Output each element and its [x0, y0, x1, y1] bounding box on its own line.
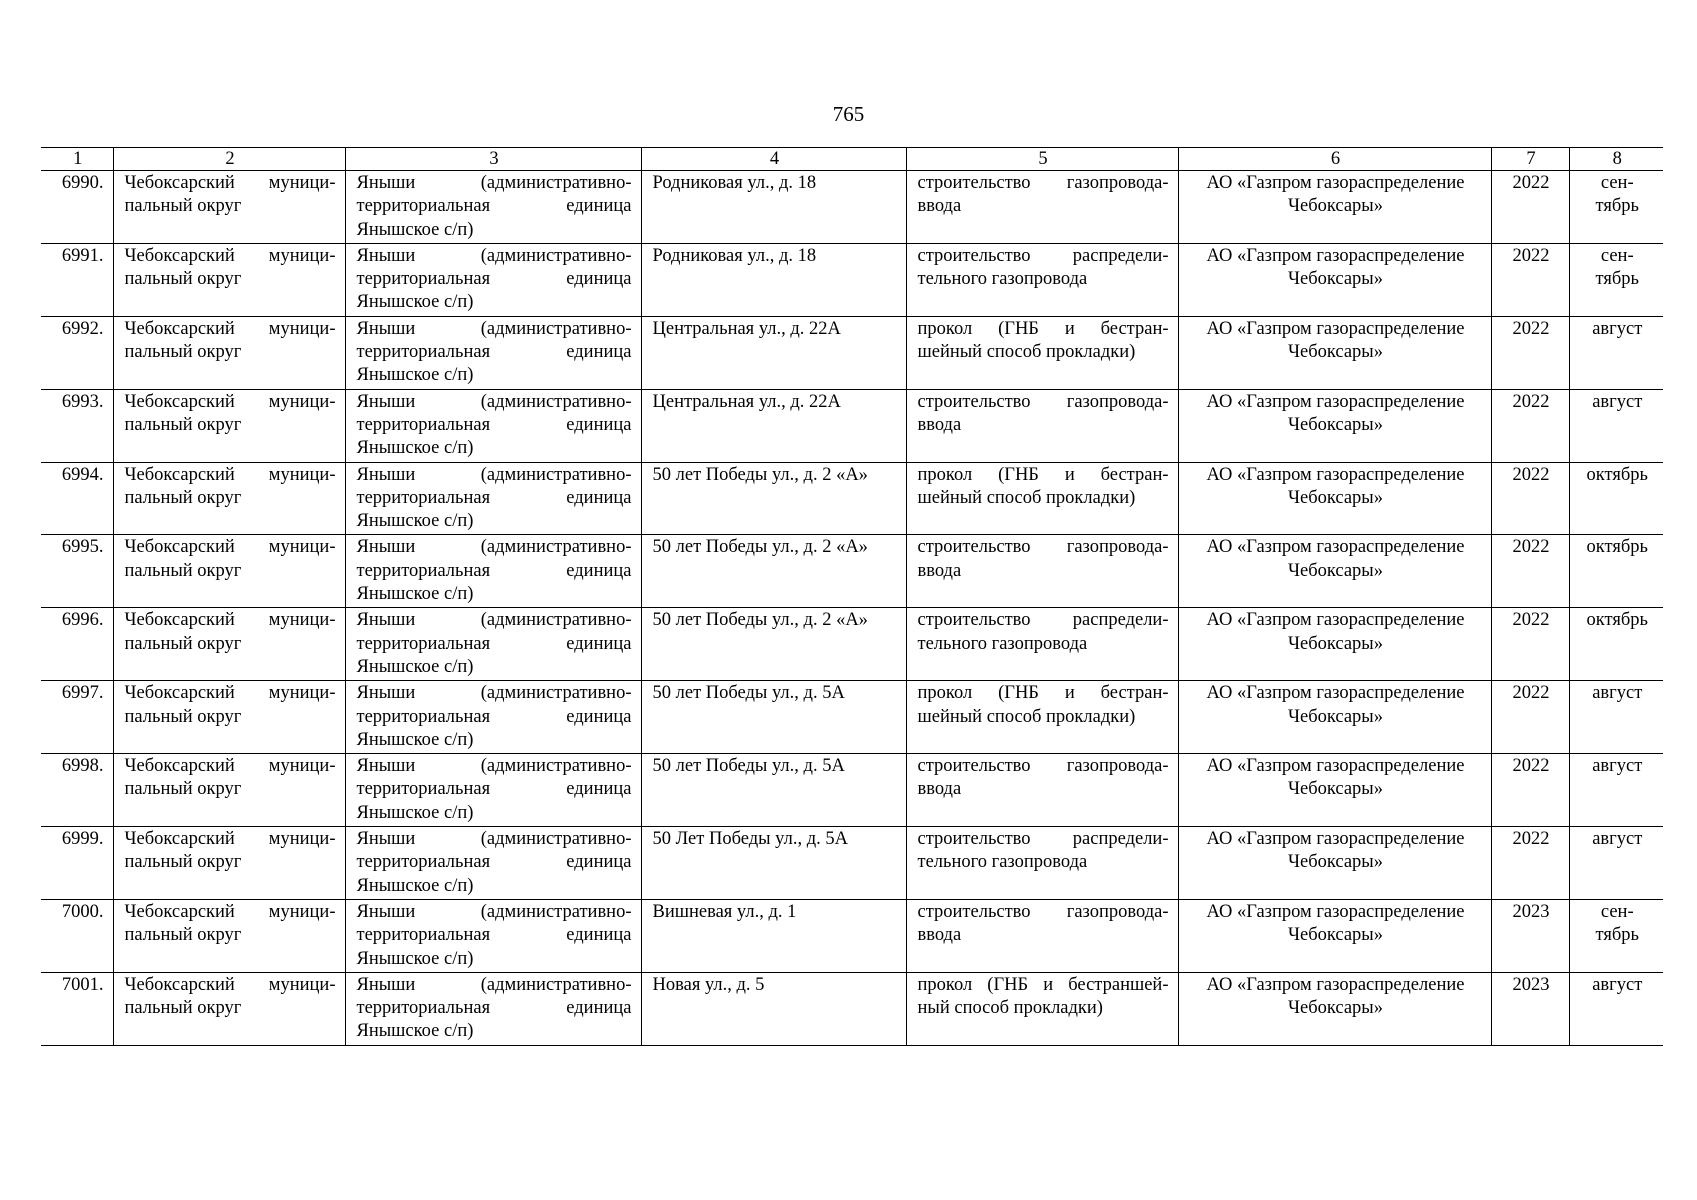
table-row	[41, 316, 1663, 389]
cell-line: сен-	[1600, 901, 1634, 922]
month-cell	[1569, 171, 1663, 244]
month-cell	[1569, 608, 1663, 681]
organization-cell	[1178, 535, 1491, 608]
cell-line: Чебоксарский муници-	[124, 173, 336, 193]
cell-line: Чебоксарский муници-	[124, 245, 336, 266]
cell-line: Яныши (административно-	[356, 829, 632, 850]
row-number: 7000.	[41, 899, 113, 972]
cell-line: Янышское с/п)	[356, 875, 474, 896]
column-number: 5	[906, 148, 1178, 171]
cell-line: Янышское с/п)	[356, 365, 474, 386]
cell-line: строительство газопровода-	[917, 537, 1169, 558]
cell-line: территориальная единица	[356, 779, 632, 800]
cell-line: строительство распредели-	[917, 610, 1169, 631]
cell-line: АО «Газпром газораспределение	[1206, 901, 1465, 922]
cell-line: Чебоксарский муници-	[124, 901, 336, 922]
year-cell: 2022	[1491, 243, 1569, 316]
cell-line: пальный округ	[124, 998, 242, 1019]
cell-line: территориальная единица	[356, 925, 632, 946]
cell-line: АО «Газпром газораспределение	[1206, 537, 1465, 558]
organization-cell	[1178, 608, 1491, 681]
cell-line: сен-	[1600, 173, 1634, 193]
column-number: 7	[1491, 148, 1569, 171]
address-cell: 50 лет Победы ул., д. 2 «А»	[641, 462, 906, 535]
cell-line: территориальная единица	[356, 560, 632, 581]
cell-line: тельного газопровода	[917, 269, 1088, 290]
cell-line: АО «Газпром газораспределение	[1206, 173, 1465, 193]
settlement-cell	[345, 681, 641, 754]
year-cell: 2022	[1491, 316, 1569, 389]
cell-line: пальный округ	[124, 196, 242, 217]
row-number: 6996.	[41, 608, 113, 681]
month-cell	[1569, 827, 1663, 900]
organization-cell	[1178, 754, 1491, 827]
cell-line: Янышское с/п)	[356, 219, 474, 240]
address-cell: Центральная ул., д. 22А	[641, 389, 906, 462]
cell-line: Чебоксарский муници-	[124, 610, 336, 631]
district-cell	[113, 754, 345, 827]
cell-line: Яныши (административно-	[356, 173, 632, 193]
month-cell	[1569, 316, 1663, 389]
cell-line: Яныши (административно-	[356, 391, 632, 412]
month-cell	[1569, 535, 1663, 608]
cell-line: АО «Газпром газораспределение	[1206, 683, 1465, 704]
month-cell	[1569, 389, 1663, 462]
work-type-cell	[906, 462, 1178, 535]
cell-line: прокол (ГНБ и бестран-	[917, 464, 1169, 485]
cell-line: Янышское с/п)	[356, 292, 474, 313]
organization-cell	[1178, 316, 1491, 389]
cell-line: Янышское с/п)	[356, 1021, 474, 1042]
column-number-row	[41, 148, 1663, 171]
row-number: 6995.	[41, 535, 113, 608]
cell-line: сен-	[1600, 245, 1634, 266]
cell-line: территориальная единица	[356, 196, 632, 217]
district-cell	[113, 972, 345, 1045]
table-row	[41, 462, 1663, 535]
cell-line: Чебоксары»	[1287, 414, 1383, 435]
cell-line: территориальная единица	[356, 852, 632, 873]
row-number: 6997.	[41, 681, 113, 754]
cell-line: Янышское с/п)	[356, 438, 474, 459]
page-number: 765	[832, 102, 865, 126]
table-body	[41, 171, 1663, 1046]
cell-line: ввода	[917, 925, 962, 946]
settlement-cell	[345, 171, 641, 244]
settlement-cell	[345, 754, 641, 827]
cell-line: Чебоксарский муници-	[124, 683, 336, 704]
cell-line: шейный способ прокладки)	[917, 487, 1136, 508]
cell-line: тельного газопровода	[917, 633, 1088, 654]
cell-line: тельного газопровода	[917, 852, 1088, 873]
year-cell: 2023	[1491, 972, 1569, 1045]
settlement-cell	[345, 389, 641, 462]
cell-line: пальный округ	[124, 342, 242, 363]
cell-line: пальный округ	[124, 779, 242, 800]
cell-line: тябрь	[1595, 925, 1639, 946]
cell-line: АО «Газпром газораспределение	[1206, 610, 1465, 631]
cell-line: прокол (ГНБ и бестран-	[917, 318, 1169, 339]
settlement-cell	[345, 462, 641, 535]
work-type-cell	[906, 972, 1178, 1045]
cell-line: территориальная единица	[356, 269, 632, 290]
year-cell: 2022	[1491, 754, 1569, 827]
row-number: 6992.	[41, 316, 113, 389]
cell-line: тябрь	[1595, 269, 1639, 290]
cell-line: строительство распредели-	[917, 245, 1169, 266]
cell-line: Чебоксарский муници-	[124, 391, 336, 412]
row-number: 6993.	[41, 389, 113, 462]
cell-line: август	[1592, 683, 1643, 704]
settlement-cell	[345, 827, 641, 900]
address-cell: 50 лет Победы ул., д. 5А	[641, 681, 906, 754]
settlement-cell	[345, 243, 641, 316]
row-number: 6990.	[41, 171, 113, 244]
year-cell: 2022	[1491, 389, 1569, 462]
cell-line: пальный округ	[124, 852, 242, 873]
cell-line: Чебоксары»	[1287, 779, 1383, 800]
address-cell: 50 лет Победы ул., д. 2 «А»	[641, 608, 906, 681]
cell-line: Чебоксарский муници-	[124, 974, 336, 995]
district-cell	[113, 608, 345, 681]
cell-line: АО «Газпром газораспределение	[1206, 464, 1465, 485]
work-type-cell	[906, 316, 1178, 389]
month-cell	[1569, 243, 1663, 316]
month-cell	[1569, 462, 1663, 535]
cell-line: Чебоксары»	[1287, 196, 1383, 217]
cell-line: Чебоксары»	[1287, 852, 1383, 873]
work-type-cell	[906, 754, 1178, 827]
cell-line: прокол (ГНБ и бестран-	[917, 683, 1169, 704]
district-cell	[113, 316, 345, 389]
work-type-cell	[906, 171, 1178, 244]
cell-line: строительство газопровода-	[917, 173, 1169, 193]
cell-line: Яныши (административно-	[356, 245, 632, 266]
row-number: 6999.	[41, 827, 113, 900]
cell-line: пальный округ	[124, 414, 242, 435]
address-cell: 50 Лет Победы ул., д. 5А	[641, 827, 906, 900]
address-cell: 50 лет Победы ул., д. 2 «А»	[641, 535, 906, 608]
cell-line: АО «Газпром газораспределение	[1206, 829, 1465, 850]
year-cell: 2022	[1491, 535, 1569, 608]
settlement-cell	[345, 608, 641, 681]
work-type-cell	[906, 389, 1178, 462]
cell-line: Чебоксарский муници-	[124, 756, 336, 777]
cell-line: территориальная единица	[356, 633, 632, 654]
data-table	[41, 147, 1663, 1046]
address-cell: Центральная ул., д. 22А	[641, 316, 906, 389]
year-cell: 2022	[1491, 608, 1569, 681]
address-cell: Родниковая ул., д. 18	[641, 171, 906, 244]
organization-cell	[1178, 972, 1491, 1045]
cell-line: Чебоксары»	[1287, 269, 1383, 290]
district-cell	[113, 171, 345, 244]
cell-line: Чебоксары»	[1287, 998, 1383, 1019]
settlement-cell	[345, 535, 641, 608]
work-type-cell	[906, 535, 1178, 608]
month-cell	[1569, 899, 1663, 972]
cell-line: Чебоксары»	[1287, 487, 1383, 508]
cell-line: шейный способ прокладки)	[917, 342, 1136, 363]
settlement-cell	[345, 899, 641, 972]
district-cell	[113, 462, 345, 535]
cell-line: Чебоксары»	[1287, 342, 1383, 363]
cell-line: строительство газопровода-	[917, 901, 1169, 922]
organization-cell	[1178, 899, 1491, 972]
cell-line: территориальная единица	[356, 342, 632, 363]
district-cell	[113, 535, 345, 608]
cell-line: Яныши (административно-	[356, 974, 632, 995]
table-row	[41, 171, 1663, 244]
column-number: 1	[41, 148, 113, 171]
cell-line: Янышское с/п)	[356, 511, 474, 532]
cell-line: пальный округ	[124, 269, 242, 290]
cell-line: АО «Газпром газораспределение	[1206, 245, 1465, 266]
cell-line: пальный округ	[124, 706, 242, 727]
cell-line: ный способ прокладки)	[917, 998, 1103, 1019]
cell-line: тябрь	[1595, 196, 1639, 217]
column-number: 4	[641, 148, 906, 171]
row-number: 6994.	[41, 462, 113, 535]
cell-line: август	[1592, 974, 1643, 995]
cell-line: Яныши (административно-	[356, 464, 632, 485]
cell-line: Янышское с/п)	[356, 729, 474, 750]
cell-line: территориальная единица	[356, 487, 632, 508]
district-cell	[113, 389, 345, 462]
table-row	[41, 608, 1663, 681]
cell-line: октябрь	[1586, 610, 1648, 631]
table-row	[41, 972, 1663, 1045]
organization-cell	[1178, 171, 1491, 244]
district-cell	[113, 827, 345, 900]
cell-line: Чебоксары»	[1287, 560, 1383, 581]
cell-line: Чебоксарский муници-	[124, 464, 336, 485]
cell-line: август	[1592, 756, 1643, 777]
row-number: 7001.	[41, 972, 113, 1045]
work-type-cell	[906, 827, 1178, 900]
cell-line: строительство газопровода-	[917, 391, 1169, 412]
cell-line: АО «Газпром газораспределение	[1206, 391, 1465, 412]
cell-line: ввода	[917, 196, 962, 217]
work-type-cell	[906, 899, 1178, 972]
cell-line: Яныши (административно-	[356, 610, 632, 631]
cell-line: Янышское с/п)	[356, 656, 474, 677]
cell-line: август	[1592, 318, 1643, 339]
cell-line: территориальная единица	[356, 706, 632, 727]
cell-line: октябрь	[1586, 464, 1648, 485]
organization-cell	[1178, 681, 1491, 754]
cell-line: строительство распредели-	[917, 829, 1169, 850]
cell-line: Яныши (административно-	[356, 683, 632, 704]
cell-line: пальный округ	[124, 560, 242, 581]
cell-line: Яныши (административно-	[356, 537, 632, 558]
address-cell: Вишневая ул., д. 1	[641, 899, 906, 972]
cell-line: АО «Газпром газораспределение	[1206, 974, 1465, 995]
month-cell	[1569, 754, 1663, 827]
cell-line: АО «Газпром газораспределение	[1206, 756, 1465, 777]
year-cell: 2022	[1491, 462, 1569, 535]
year-cell: 2023	[1491, 899, 1569, 972]
column-number: 3	[345, 148, 641, 171]
table-row	[41, 243, 1663, 316]
cell-line: Чебоксары»	[1287, 706, 1383, 727]
cell-line: территориальная единица	[356, 414, 632, 435]
month-cell	[1569, 972, 1663, 1045]
address-cell: 50 лет Победы ул., д. 5А	[641, 754, 906, 827]
cell-line: Янышское с/п)	[356, 802, 474, 823]
cell-line: Янышское с/п)	[356, 584, 474, 605]
cell-line: Яныши (административно-	[356, 318, 632, 339]
table-row	[41, 899, 1663, 972]
address-cell: Новая ул., д. 5	[641, 972, 906, 1045]
column-number: 6	[1178, 148, 1491, 171]
settlement-cell	[345, 972, 641, 1045]
cell-line: Чебоксарский муници-	[124, 537, 336, 558]
organization-cell	[1178, 243, 1491, 316]
cell-line: прокол (ГНБ и бестраншей-	[917, 974, 1169, 995]
cell-line: шейный способ прокладки)	[917, 706, 1136, 727]
table-row	[41, 535, 1663, 608]
cell-line: пальный округ	[124, 925, 242, 946]
row-number: 6998.	[41, 754, 113, 827]
cell-line: август	[1592, 391, 1643, 412]
year-cell: 2022	[1491, 171, 1569, 244]
organization-cell	[1178, 462, 1491, 535]
table-row	[41, 681, 1663, 754]
address-cell: Родниковая ул., д. 18	[641, 243, 906, 316]
table-row	[41, 754, 1663, 827]
cell-line: Чебоксарский муници-	[124, 829, 336, 850]
work-type-cell	[906, 243, 1178, 316]
column-number: 2	[113, 148, 345, 171]
cell-line: пальный округ	[124, 487, 242, 508]
work-type-cell	[906, 681, 1178, 754]
cell-line: Чебоксары»	[1287, 925, 1383, 946]
work-type-cell	[906, 608, 1178, 681]
cell-line: Яныши (административно-	[356, 756, 632, 777]
district-cell	[113, 243, 345, 316]
table-row	[41, 389, 1663, 462]
cell-line: Янышское с/п)	[356, 948, 474, 969]
settlement-cell	[345, 316, 641, 389]
column-number: 8	[1569, 148, 1663, 171]
cell-line: октябрь	[1586, 537, 1648, 558]
month-cell	[1569, 681, 1663, 754]
cell-line: ввода	[917, 414, 962, 435]
cell-line: АО «Газпром газораспределение	[1206, 318, 1465, 339]
organization-cell	[1178, 389, 1491, 462]
cell-line: строительство газопровода-	[917, 756, 1169, 777]
cell-line: пальный округ	[124, 633, 242, 654]
cell-line: ввода	[917, 560, 962, 581]
table-row	[41, 827, 1663, 900]
cell-line: территориальная единица	[356, 998, 632, 1019]
cell-line: август	[1592, 829, 1643, 850]
cell-line: ввода	[917, 779, 962, 800]
cell-line: Яныши (административно-	[356, 901, 632, 922]
cell-line: Чебоксарский муници-	[124, 318, 336, 339]
district-cell	[113, 899, 345, 972]
organization-cell	[1178, 827, 1491, 900]
cell-line: Чебоксары»	[1287, 633, 1383, 654]
row-number: 6991.	[41, 243, 113, 316]
district-cell	[113, 681, 345, 754]
year-cell: 2022	[1491, 681, 1569, 754]
year-cell: 2022	[1491, 827, 1569, 900]
